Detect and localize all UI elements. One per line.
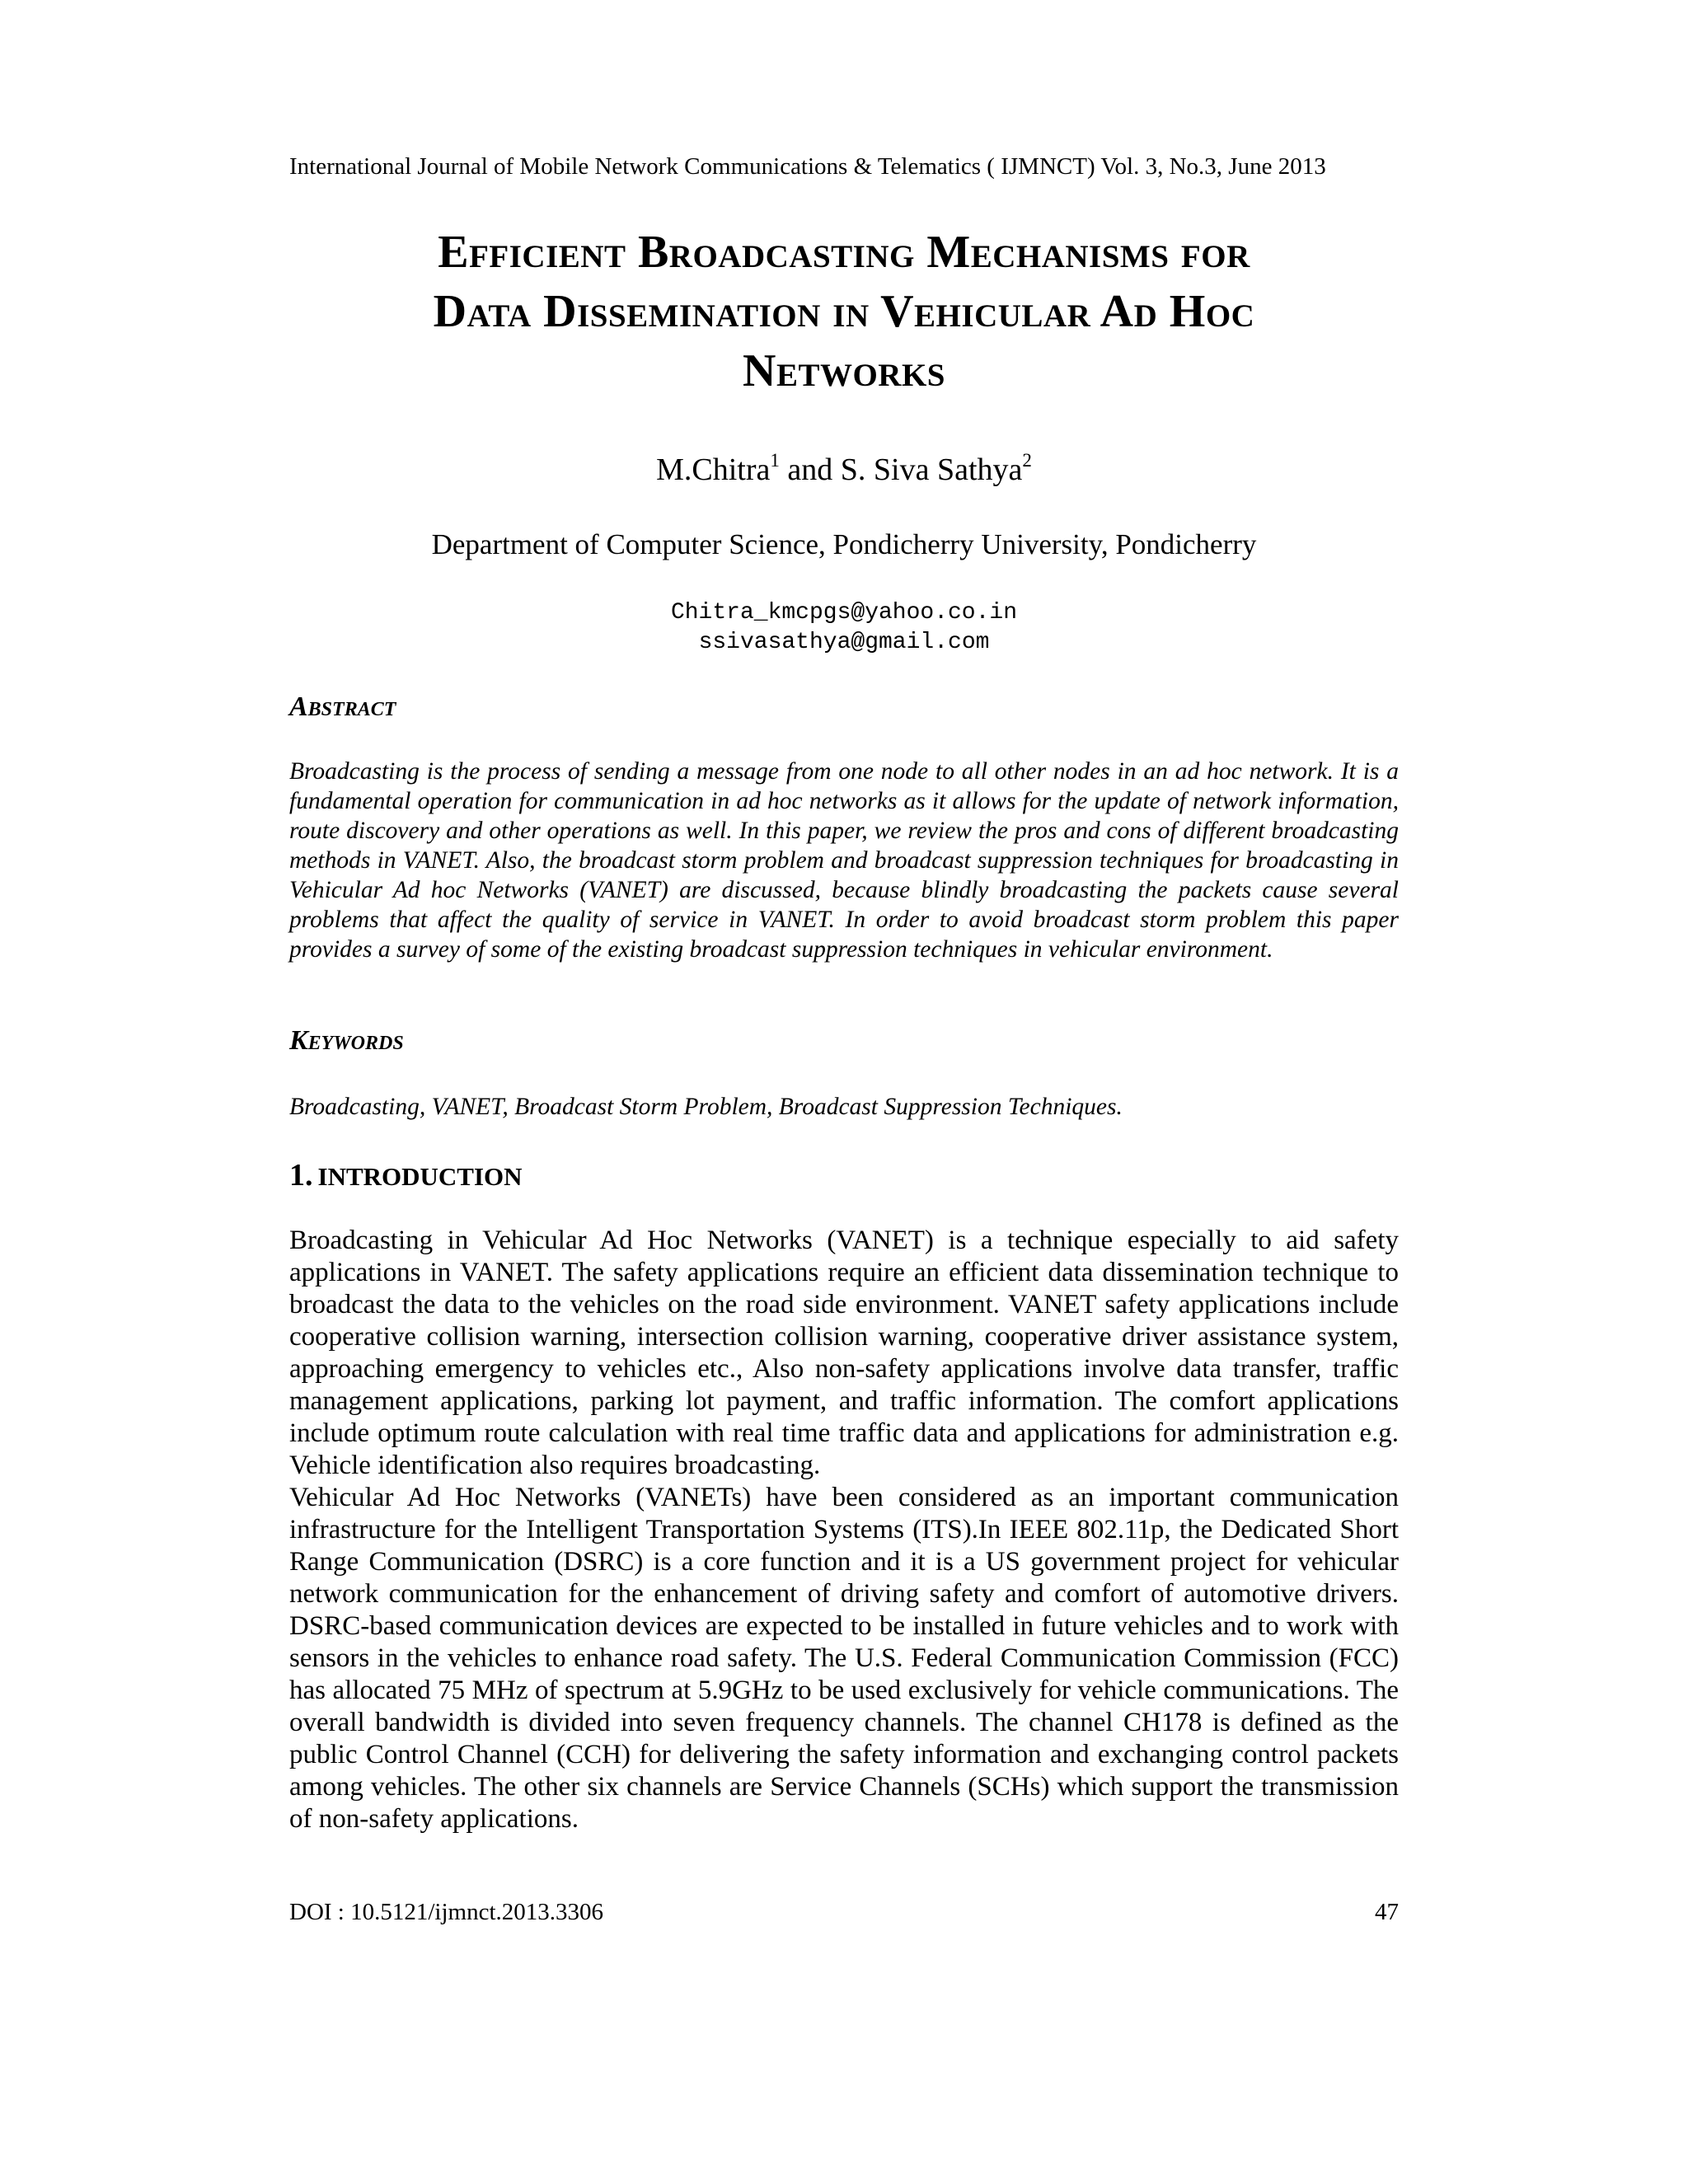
paper-title bbox=[289, 223, 1399, 401]
section-number: 1. bbox=[289, 1158, 313, 1193]
author-2-name: and S. Siva Sathya bbox=[779, 452, 1023, 487]
section-title: INTRODUCTION bbox=[317, 1162, 523, 1191]
author-2-affiliation-mark: 2 bbox=[1022, 450, 1032, 471]
journal-running-header: International Journal of Mobile Network Communications & Telematics ( IJMNCT) Vol. 3, No.3, June 2013 bbox=[289, 153, 1326, 180]
keywords-text: Broadcasting, VANET, Broadcast Storm Problem, Broadcast Suppression Techniques. bbox=[289, 1094, 1123, 1120]
title-line-1: Efficient Broadcasting Mechanisms for bbox=[438, 227, 1250, 278]
footer-page-number: 47 bbox=[1375, 1899, 1399, 1925]
author-list bbox=[289, 449, 1399, 490]
introduction-body bbox=[289, 1225, 1399, 1835]
keywords-heading: Keywords bbox=[289, 1025, 404, 1056]
introduction-heading bbox=[289, 1157, 523, 1200]
abstract-heading: Abstract bbox=[289, 691, 396, 722]
abstract-text: Broadcasting is the process of sending a message from one node to all other nodes in an ad hoc network. It is a fundamental operation for communication in ad hoc networks as it allows for the update of network information, route discovery and other operations as well. In this paper, we review the pros and cons of different broadcasting methods in VANET. Also, the broadcast storm problem and broadcast suppression techniques for broadcasting in Vehicular Ad hoc Networks (VANET) are discussed, because blindly broadcasting the packets cause several problems that affect the quality of service in VANET. In order to avoid broadcast storm problem this paper provides a survey of some of the existing broadcast suppression techniques in vehicular environment. bbox=[289, 758, 1399, 963]
footer-doi: DOI : 10.5121/ijmnct.2013.3306 bbox=[289, 1899, 604, 1925]
email-author-2: ssivasathya@gmail.com bbox=[698, 630, 990, 655]
email-author-1: Chitra_kmcpgs@yahoo.co.in bbox=[670, 600, 1018, 626]
author-emails bbox=[289, 598, 1399, 658]
author-affiliation: Department of Computer Science, Pondicherry University, Pondicherry bbox=[431, 528, 1257, 560]
introduction-paragraph-1: Broadcasting in Vehicular Ad Hoc Networks (VANET) is a technique especially to aid safety applications in VANET. The safety applications require an efficient data dissemination technique to broadcast the data to the vehicles on the road side environment. VANET safety applications include cooperative collision warning, intersection collision warning, cooperative driver assistance system, approaching emergency to vehicles etc., Also non-safety applications involve data transfer, traffic management applications, parking lot payment, and traffic information. The comfort applications include optimum route calculation with real time traffic data and applications for administration e.g. Vehicle identification also requires broadcasting. bbox=[289, 1226, 1399, 1480]
title-line-2: Data Dissemination in Vehicular Ad Hoc bbox=[433, 286, 1255, 337]
author-1-name: M.Chitra bbox=[656, 452, 771, 487]
author-1-affiliation-mark: 1 bbox=[770, 450, 780, 471]
title-line-3: Networks bbox=[743, 345, 945, 396]
introduction-paragraph-2: Vehicular Ad Hoc Networks (VANETs) have been considered as an important communication infrastructure for the Intelligent Transportation Systems (ITS).In IEEE 802.11p, the Dedicated Short Range Communication (DSRC) is a core function and it is a US government project for vehicular network communication for the enhancement of driving safety and comfort of automotive drivers. DSRC-based communication devices are expected to be installed in future vehicles and to work with sensors in the vehicles to enhance road safety. The U.S. Federal Communication Commission (FCC) has allocated 75 MHz of spectrum at 5.9GHz to be used exclusively for vehicle communications. The overall bandwidth is divided into seven frequency channels. The channel CH178 is defined as the public Control Channel (CCH) for delivering the safety information and exchanging control packets among vehicles. The other six channels are Service Channels (SCHs) which support the transmission of non-safety applications. bbox=[289, 1483, 1399, 1834]
